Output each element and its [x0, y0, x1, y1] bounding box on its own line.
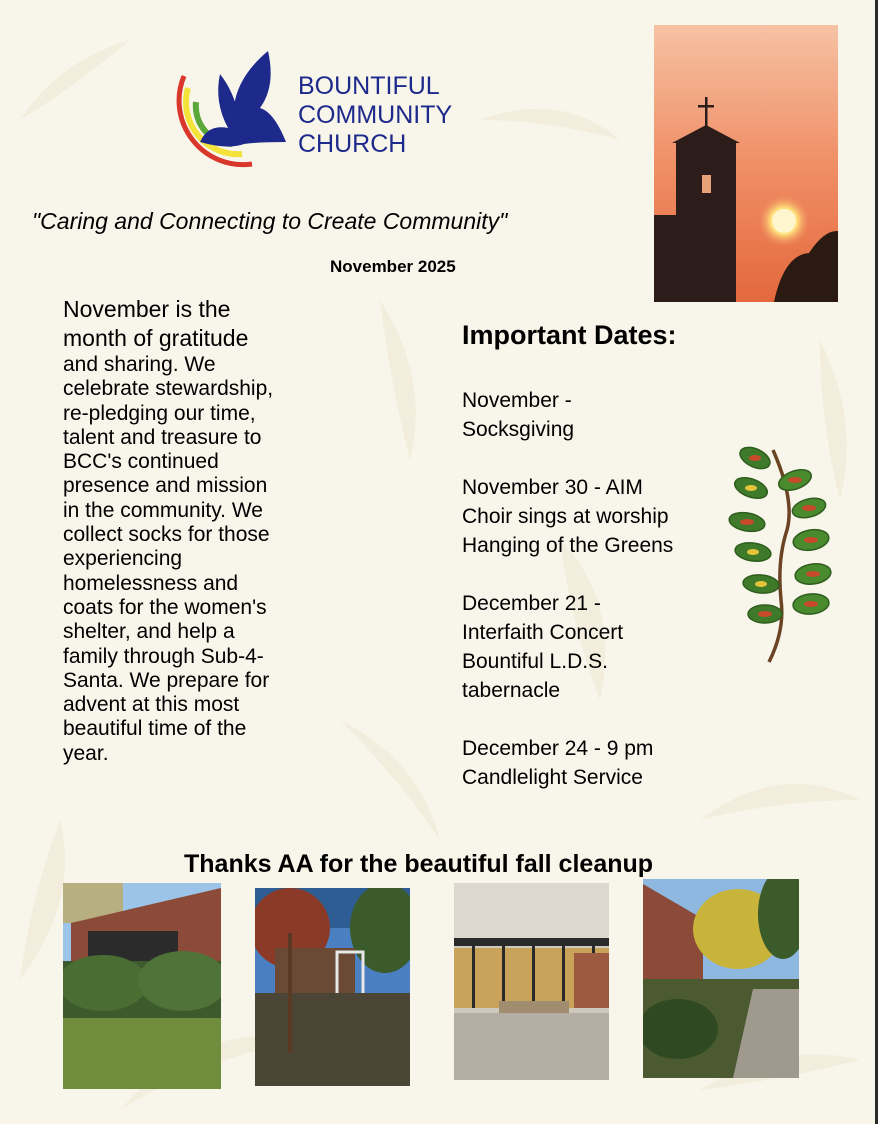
photos-caption: Thanks AA for the beautiful fall cleanup [184, 850, 654, 878]
event-line: December 24 - 9 pm [462, 737, 654, 760]
newsletter-date: November 2025 [330, 257, 456, 276]
intro-line: homelessness and [63, 571, 239, 595]
garden-arbor-photo [255, 888, 410, 1086]
church-name-line: BOUNTIFUL [298, 72, 440, 100]
event-line: November 30 - AIM [462, 476, 643, 499]
tagline: "Caring and Connecting to Create Community" [32, 208, 508, 234]
intro-line: collect socks for those [63, 523, 270, 547]
intro-line: in the community. We [63, 498, 263, 522]
church-logo [148, 46, 298, 186]
intro-line: advent at this most [63, 693, 240, 717]
intro-line: BCC's continued [63, 450, 219, 474]
intro-line: experiencing [63, 547, 183, 571]
garden-path-photo [643, 879, 799, 1078]
important-dates-heading: Important Dates: [462, 320, 677, 350]
intro-line: and sharing. We [63, 353, 216, 376]
intro-line: re-pledging our time, [63, 401, 256, 425]
event-item [462, 386, 673, 444]
intro-line: presence and mission [63, 474, 268, 498]
intro-line: month of gratitude [63, 325, 249, 351]
steeple-sunset-photo [654, 25, 838, 302]
intro-paragraph [63, 295, 325, 766]
event-line: Interfaith Concert [462, 621, 624, 644]
important-dates-list [462, 386, 673, 821]
intro-line: coats for the women's [63, 595, 267, 619]
event-line: Hanging of the Greens [462, 534, 674, 557]
intro-line: Santa. We prepare for [63, 668, 270, 692]
church-exterior-photo [63, 883, 221, 1089]
church-name-line: CHURCH [298, 130, 407, 158]
event-line: Bountiful L.D.S. [462, 650, 608, 673]
event-line: November - [462, 389, 572, 412]
intro-line: November is the [63, 296, 231, 322]
intro-line: beautiful time of the [63, 717, 247, 741]
intro-line: family through Sub-4- [63, 644, 264, 668]
event-item [462, 473, 673, 560]
church-name-line: COMMUNITY [298, 101, 453, 129]
event-line: Choir sings at worship [462, 505, 669, 528]
event-item [462, 589, 673, 705]
covered-patio-photo [454, 883, 609, 1080]
event-line: tabernacle [462, 679, 561, 702]
event-line: Socksgiving [462, 418, 575, 441]
church-name [298, 72, 452, 159]
intro-line: talent and treasure to [63, 425, 262, 449]
event-line: Candlelight Service [462, 766, 643, 789]
event-item [462, 734, 673, 792]
event-line: December 21 - [462, 592, 601, 615]
intro-line: celebrate stewardship, [63, 377, 274, 401]
leaf-sprig-icon [725, 440, 835, 665]
intro-line: shelter, and help a [63, 620, 235, 644]
intro-line: year. [63, 741, 109, 765]
